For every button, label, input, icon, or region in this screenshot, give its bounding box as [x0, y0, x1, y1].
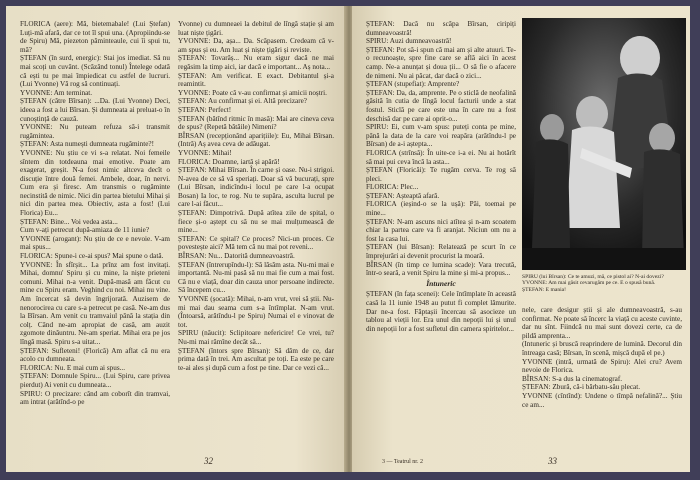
left-page-column-2 — [178, 20, 334, 450]
dialogue-paragraph: ȘTEFAN (în surd, energic): Stai jos imediat. Să nu mai scoți un cuvânt. (Scăzând tonul) Întelege odată că ești tu pe mai împiedicat cu astfel de lucruri. (Lui Yvonne) Vă rog să continuați. — [20, 54, 170, 89]
dialogue-paragraph: BÎRSAN: Nu... Datorită dumneavoastră. — [178, 252, 295, 261]
dialogue-paragraph: FLORICA (aere): Mă, bietemabale! (Lui Ștefan) Luți-mă afară, dar ce tot îl spui una. (Apropiindu-se de Spiru) Mă, piezeton păminteaule, cui îi spui tu, mă? — [20, 20, 170, 54]
dialogue-paragraph: YVONNE: Nu puteam refuza să-i transmit rugămintea. — [20, 123, 170, 140]
dialogue-paragraph: ȘTEFAN: Au confirmat și ei. Altă precizare? — [178, 97, 308, 106]
dialogue-paragraph: ȘTEFAN: Dimpotrivă. După atîtea zile de spital, o fiece și-o aștept cu să nu se mai mulțumească de mine... — [178, 209, 334, 235]
dialogue-paragraph: SPIRU: Ei, cum v-am spus: puteți conta pe mine, până la data de la care voi reapăra (arătîndu-l pe Bîrsan) de a-i aștepta... — [366, 123, 516, 149]
dialogue-paragraph: ȘTEFAN: Am verificat. E exact. Debitantul și-a reamintit. — [178, 71, 334, 89]
page-number-left: 32 — [204, 456, 213, 466]
dialogue-paragraph: ȘTEFAN (în fața scenei): Cele întîmplate în această casă la 11 iunie 1948 au putut fi complet lămurite. Dar ne-a fost. Făptașii încercau să asocieze un tablou al vieții lor. Era unul din nepoții lui și unul din nepoții lor a fost sufletul din camera spiritelor... — [366, 290, 516, 333]
dialogue-paragraph: ȘTEFAN (Floricăi): Te rugăm cerva. Te rog să pleci. — [366, 166, 516, 183]
dialogue-paragraph: ȘTEFAN: Ce spital? Ce proces? Nici-un proces. Ce povestește aici? Mă tem că nu mai pot reveni... — [178, 234, 334, 252]
caption-line: SPIRU (lui Bîrsan): Ce te amuzi, mă, ce pistol ai? N-ai dovezi? — [522, 274, 664, 280]
dialogue-paragraph: ȘTEFAN: Pot să-i spun că mai am și alte atuuri. Te-o recunoaște, spre fine care se află aici în acest camp. Ne-a anunțat și doua ții... O să fie o afacere de nimeni. Nu ai păcat, dar dacă o zici... — [366, 45, 516, 80]
dialogue-paragraph: ȘTEFAN: Bine... Voi vedea asta... — [20, 217, 118, 226]
dialogue-paragraph: YVONNE: Mihai! — [178, 148, 232, 157]
right-page — [352, 6, 690, 472]
left-page — [6, 6, 346, 472]
dialogue-paragraph: SPIRU: O precizare: când am coborît din tramvai, am intrat (arătînd-o pe — [20, 389, 170, 407]
dialogue-paragraph: BÎRSAN (recepționând aparițiile): Eu, Mihai Bîrsan. (Intră) Aș avea ceva de adăugat. — [178, 131, 334, 149]
caption-line: YVONNE: Am mai găsit cevarugăm pe ce. E o spusă bună. — [522, 280, 656, 287]
dialogue-paragraph: SPIRU: Auzi dumneavoastră! — [366, 37, 452, 46]
dialogue-paragraph: YVONNE: Da, așa... Da. Scăpasem. Credeam că v-am spus și eu. Am luat și niște țigări și reviste. — [178, 37, 334, 54]
dialogue-paragraph: Yvonne) cu dumneaei la debitul de lîngă stație și am luat niște țigări. — [178, 20, 334, 37]
dialogue-paragraph: ȘTEFAN (lui Bîrsan): Relatează pe scurt în ce împrejurări ai devenit procurist la moară. — [366, 243, 516, 261]
left-page-column-1 — [20, 20, 170, 450]
dialogue-paragraph: YVONNE (intră, urmată de Spiru): Alei cru? Avem nevoie de Florica. — [522, 357, 682, 375]
section-heading: Întuneric — [426, 278, 456, 288]
dialogue-paragraph: YVONNE: În sfîrșit... La prînz am fost invitați. Mihai, domnu' Spiru și cu mine, la niște prieteni comuni. Mihai n-a venit. După-masă am făcut cu mine cu Spiru eram. Veghind cu noi. Mihai nu vine. Am încercat să devin îngrijorată. Auzisem de nenorocirea cu care s-a petrecut pe casă. Ne-am dus la Bîrsan. Am venit cu tramvaiul până la stația din colț. Când ne-am apropiat de casă, am auzit zgomote dinăuntru. Ne-am speriat. Mihai era pe jos lîngă masă. Spiru s-a uitat... — [20, 260, 170, 346]
stage-photograph — [522, 18, 686, 270]
dialogue-paragraph: ȘTEFAN (stupefiat): Amprente? — [366, 80, 460, 89]
dialogue-paragraph: ȘTEFAN: Domnule Spiru... (Lui Spiru, care privea pierdut) Ai venit cu dumneata... — [20, 372, 170, 389]
dialogue-paragraph: ȘTEFAN: Asta numești dumneata rugăminte?! — [20, 140, 155, 149]
dialogue-paragraph: ȘTEFAN: Mihai Bîrsan. În carne și oase. Nu-i strigoi. N-avea de ce să vă speriați. Doar să vă bucurați, spre (Lui Bîrsan, indicîndu-i locul pe care l-a ocupat Bosan) Ia loc, te rog. Nu te supăra, asculta lucrul pe care l-ai făcut... — [178, 166, 334, 209]
dialogue-paragraph: FLORICA (ieșind-o se la ușă): Păi, toemai pe mine... — [366, 200, 516, 218]
dialogue-paragraph: ȘTEFAN (bătînd ritmic în masă): Mai are cineva ceva de spus? (Repetă bătăile) Nimeni? — [178, 114, 334, 132]
dialogue-paragraph: (Intuneric și bruscă reaprindere de lumină. Decorul din întreaga casă; Bîrsan, în scenă, mișcă după el pe.) — [522, 340, 682, 357]
dialogue-paragraph: FLORICA (strînsă): În uite-ce i-a ei. Nu ai hotărît să mai pui ceva încă la asta... — [366, 148, 516, 166]
page-number-right: 33 — [548, 456, 557, 466]
dialogue-paragraph: YVONNE: Nu știu ce vi s-a relatat. Noi femeile sîntem din totdeauna mai emotive. Poate am exagerat, greșit. N-a fost nimic altceva decît o discuție între două femei. Ambele, doar, în nervi. Cum era și firesc. Am transmis o rugăminte necinstită de nimic. Nici din partea bietului Mihai și nici din partea mea. Obiectiv, asta a fost! (Lui Florica) Eu... — [20, 148, 170, 218]
dialogue-paragraph: FLORICA: Doamne, iartă și apără! — [178, 157, 280, 166]
dialogue-paragraph: nele, care desigur știi și ale dumneavoastră, s-au confirmat. Ne poate să încerc la viață cu aceste cuvinte, dar nu sînt. Fiindcă nu mai sunt dovezi certe, ca de pildă amprenta... — [522, 306, 682, 340]
dialogue-paragraph: ȘTEFAN: Da, da, amprente. Pe o sticlă de neofalină găsită în cutia de lîngă locul facturii unde a stat fostul. Sticlă pe care este una în care nu a fost deschisă dar pe care ai oprit-o... — [366, 88, 516, 123]
caption-line: ȘTEFAN: E mania! — [522, 286, 567, 293]
dialogue-paragraph: ȘTEFAN (întors spre Bîrsan): Să dăm de ce, dar prima dată în trei. Am ascultat pe toți. Ea este pe care te-ai ales și după cum a fost pe tine. Dar ce vezi că... — [178, 346, 334, 372]
dialogue-paragraph: ȘTEFAN (către Bîrsan): ...Da. (Lui Yvonne) Deci, ideea a fost a lui Bîrsan. Și dumneata ai preluat-o în cunoștință de cauză. — [20, 97, 170, 123]
dialogue-paragraph: YVONNE (cîntînd): Undene o tîmpă nefalină?... Știu ce am... — [522, 391, 682, 409]
photo-caption — [522, 274, 686, 293]
dialogue-paragraph: ȘTEFAN: Sufleteni! (Florică) Am aflat că nu era acolo cu dumneata. — [20, 346, 170, 364]
dialogue-paragraph: YVONNE: Poate că v-au confirmat și amicii noștri. — [178, 88, 327, 97]
dialogue-paragraph: ȘTEFAN: Tovarăș... Nu eram sigur dacă ne mai regăsim la timp aici, iar dacă e important... Aș nota... — [178, 54, 334, 71]
dialogue-paragraph: Cum v-ați petrecut după-amiaza de 11 iunie? — [20, 226, 150, 235]
dialogue-paragraph: BÎRSAN: S-a dus la cinematograf. — [522, 374, 623, 383]
right-page-column-1 — [366, 20, 516, 450]
dialogue-paragraph: ȘTEFAN: Așteaptă afară. — [366, 191, 440, 200]
right-page-column-2 — [522, 306, 682, 446]
dialogue-paragraph: BÎRSAN (în timp ce lumina scade): Vara trecută, într-o seară, a venit Spiru la mine și mi-a propus... — [366, 260, 516, 278]
dialogue-paragraph: FLORICA: Plec... — [366, 183, 419, 192]
dialogue-paragraph: FLORICA: Nu. E mai cum ai spus... — [20, 363, 126, 372]
dialogue-paragraph: YVONNE (arogant): Nu știu de ce e nevoie. V-am mai spus... — [20, 234, 170, 252]
dialogue-paragraph: ȘTEFAN: N-am ascuns nici atîtea și n-am scoatem chiar la partea care va fi aranjat. Niciun om nu a fost la casa lui. — [366, 217, 516, 243]
dialogue-paragraph: ȘTEFAN: Dacă nu scăpa Bîrsan, ciripiți dumneavoastră! — [366, 20, 516, 37]
dialogue-paragraph: ȘTEFAN (întrerupîndu-l): Să lăsăm asta. Nu-mi mai e importantă. Nu-mi pasă să nu mai fie cum a mai fost. Că nu e viață, doar din cauza unor persoane indirecte. Să începem cu... — [178, 260, 334, 295]
dialogue-paragraph: SPIRU (năucit): Sclipitoare nefericire! Ce vrei, tu? Nu-mi mai rămîne decât să... — [178, 329, 334, 346]
stage-photograph-image — [522, 18, 686, 270]
dialogue-paragraph: ȘTEFAN: Zbură, că-i bărbatu-său plecat. — [522, 383, 641, 392]
page-footer: 3 — Teatrul nr. 2 — [382, 459, 423, 465]
dialogue-paragraph: YVONNE: Am terminat. — [20, 88, 93, 97]
dialogue-paragraph: ȘTEFAN: Perfect! — [178, 105, 232, 114]
dialogue-paragraph: YVONNE (șocată): Mihai, n-am vrut, vrei să știi. Nu-mi mai dau seama cum s-a întîmplat. N-am vrut. (Întoarsă, arătîndu-l pe Spiru) Numai el e vinovat de tot. — [178, 295, 334, 329]
dialogue-paragraph: FLORICA: Spune-i ce-ai spus? Mai spune o dată. — [20, 252, 164, 261]
